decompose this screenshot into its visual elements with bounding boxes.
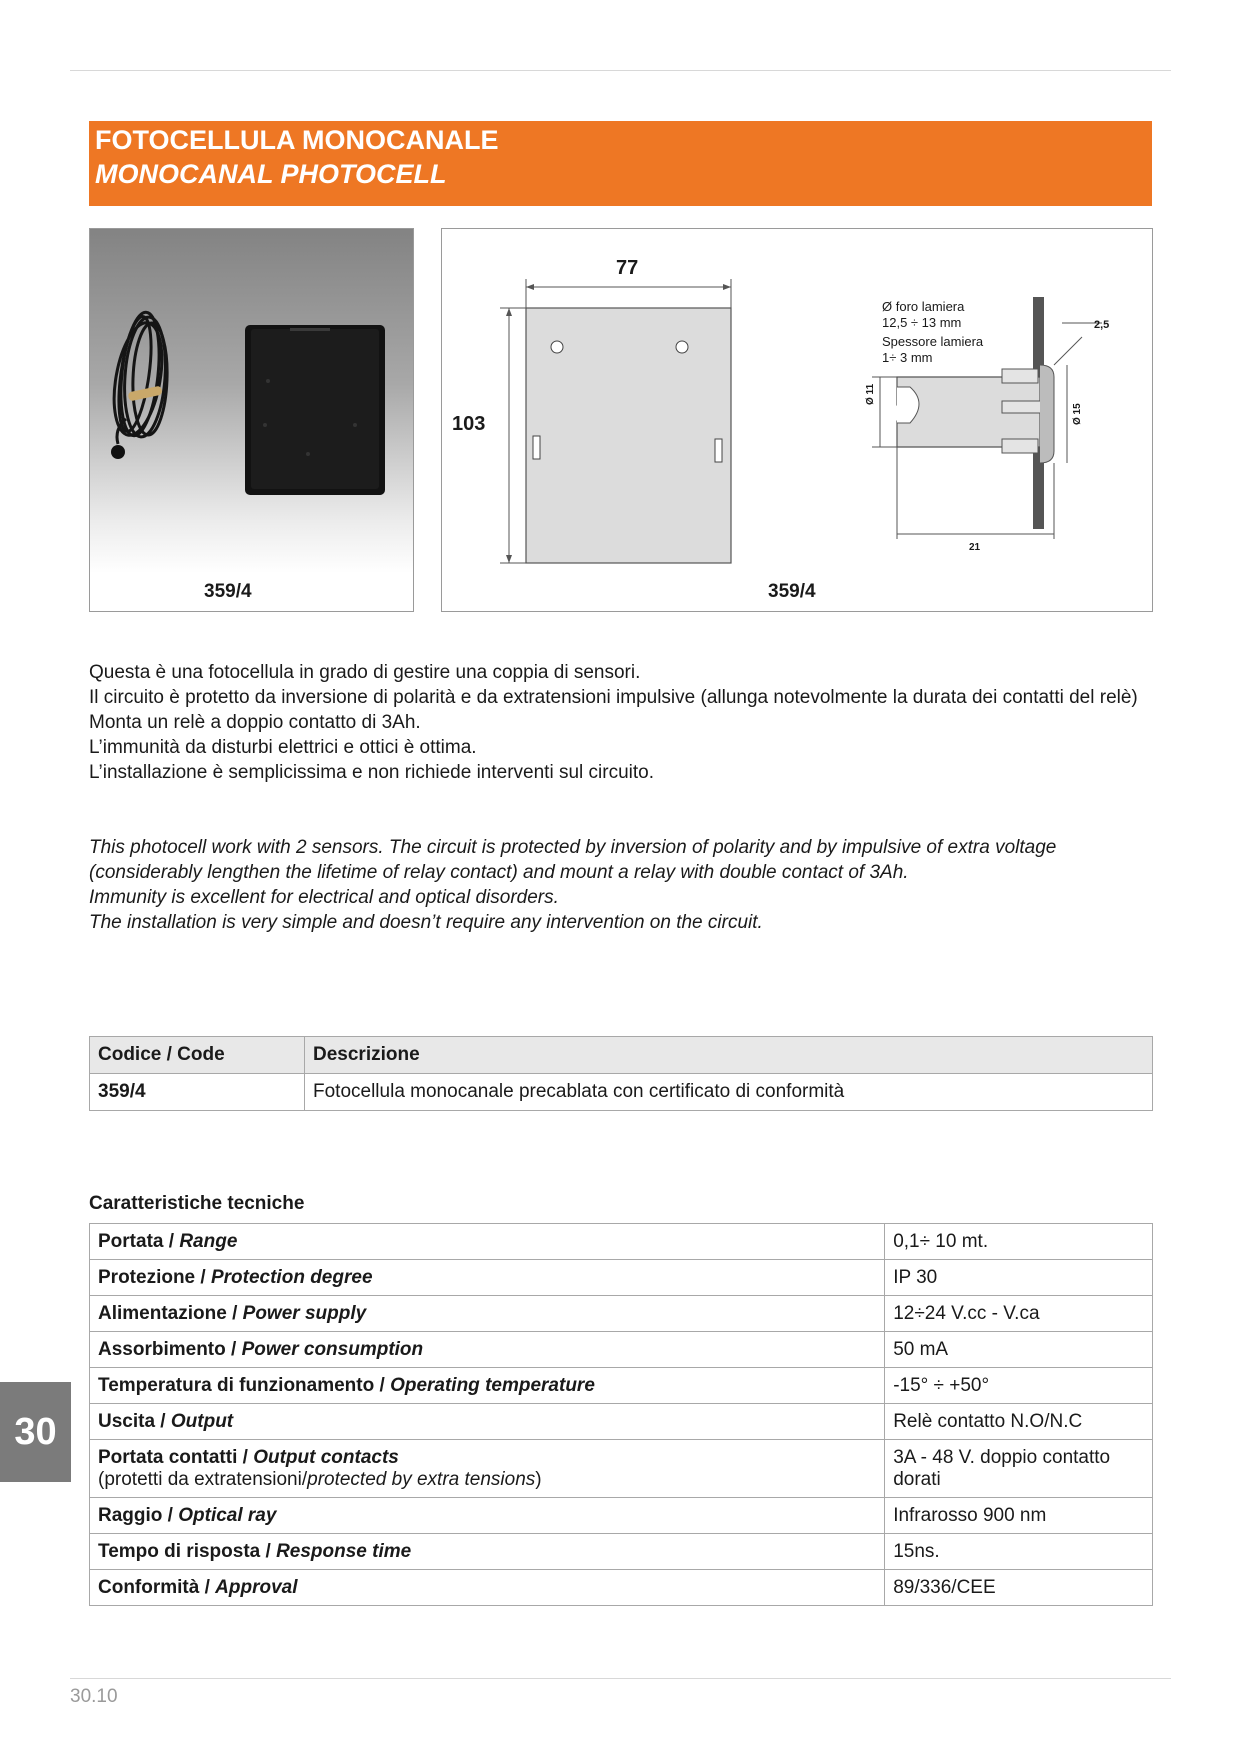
hole-note-3: Spessore lamiera [882, 334, 984, 349]
product-photo-illustration [90, 229, 413, 573]
dim-d15: Ø 15 [1072, 403, 1083, 425]
table-row [90, 1534, 1153, 1570]
row-code: 359/4 [90, 1074, 305, 1111]
desc-it-line: Monta un relè a doppio contatto di 3Ah. [89, 712, 421, 733]
spec-label: Tempo di risposta / Response time [90, 1534, 885, 1570]
row-description: Fotocellula monocanale precablata con certificato di conformità [305, 1074, 1153, 1111]
specs-heading: Caratteristiche tecniche [89, 1193, 305, 1214]
dim-d11: Ø 11 [865, 383, 876, 405]
table-row [90, 1440, 1153, 1498]
spec-value: -15° ÷ +50° [885, 1368, 1153, 1404]
title-italian: FOTOCELLULA MONOCANALE [95, 125, 499, 155]
dim-depth: 21 [969, 542, 981, 553]
drawing-caption: 359/4 [768, 581, 816, 602]
spec-label: Uscita / Output [90, 1404, 885, 1440]
specs-table [89, 1223, 1153, 1606]
spec-value: Infrarosso 900 nm [885, 1498, 1153, 1534]
table-row [90, 1296, 1153, 1332]
hole-note-1: Ø foro lamiera [882, 299, 965, 314]
top-rule [70, 70, 1171, 71]
desc-en-line: The installation is very simple and doesn’t require any intervention on the circuit. [89, 912, 763, 933]
technical-drawing-box [441, 228, 1153, 612]
dim-height: 103 [452, 413, 486, 435]
spec-label: Temperatura di funzionamento / Operating temperature [90, 1368, 885, 1404]
hole-note-2: 12,5 ÷ 13 mm [882, 315, 962, 330]
spec-label: Alimentazione / Power supply [90, 1296, 885, 1332]
table-row [90, 1074, 1153, 1111]
title-bar [89, 121, 1152, 206]
desc-en-line: This photocell work with 2 sensors. The circuit is protected by inversion of polarity and by impulsive of extra voltage (considerably lengthen the lifetime of relay contact) and mount a relay with double contact of 3Ah. [89, 837, 1057, 883]
bottom-rule [70, 1678, 1171, 1679]
desc-it-line: Il circuito è protetto da inversione di polarità e da extratensioni impulsive (allunga notevolmente la durata dei contatti del relè) [89, 687, 1138, 708]
table-row [90, 1498, 1153, 1534]
spec-value: 89/336/CEE [885, 1570, 1153, 1606]
spec-label: Protezione / Protection degree [90, 1260, 885, 1296]
code-table [89, 1036, 1153, 1111]
spec-value: 12÷24 V.cc - V.ca [885, 1296, 1153, 1332]
table-row [90, 1224, 1153, 1260]
spec-value: Relè contatto N.O/N.C [885, 1404, 1153, 1440]
desc-it-line: Questa è una fotocellula in grado di gestire una coppia di sensori. [89, 662, 641, 683]
desc-en-line: Immunity is excellent for electrical and optical disorders. [89, 887, 559, 908]
spec-label: Portata / Range [90, 1224, 885, 1260]
desc-it-line: L’immunità da disturbi elettrici e ottici è ottima. [89, 737, 477, 758]
spec-label: Raggio / Optical ray [90, 1498, 885, 1534]
dim-width: 77 [616, 257, 639, 279]
spec-label: Portata contatti / Output contacts (protetti da extratensioni/protected by extra tensions) [90, 1440, 885, 1498]
title-english: MONOCANAL PHOTOCELL [95, 159, 447, 189]
table-row [90, 1332, 1153, 1368]
header-description: Descrizione [305, 1037, 1153, 1074]
section-tab: 30 [0, 1382, 71, 1482]
page-number: 30.10 [70, 1686, 118, 1707]
cable-coil [106, 310, 169, 438]
code-table-header [90, 1037, 1153, 1074]
spec-value: 3A - 48 V. doppio contatto dorati [885, 1440, 1153, 1498]
spec-value: 0,1÷ 10 mt. [885, 1224, 1153, 1260]
product-photo-box [89, 228, 414, 612]
description-english [89, 835, 1129, 935]
spec-label: Assorbimento / Power consumption [90, 1332, 885, 1368]
photo-caption: 359/4 [204, 581, 252, 602]
table-row [90, 1260, 1153, 1296]
product-photo [90, 229, 413, 573]
table-row [90, 1404, 1153, 1440]
table-row [90, 1368, 1153, 1404]
technical-drawing [442, 229, 1152, 573]
header-code: Codice / Code [90, 1037, 305, 1074]
spec-value: 50 mA [885, 1332, 1153, 1368]
spec-value: IP 30 [885, 1260, 1153, 1296]
hole-note-4: 1÷ 3 mm [882, 350, 933, 365]
spec-value: 15ns. [885, 1534, 1153, 1570]
table-row [90, 1570, 1153, 1606]
dim-thickness: 2,5 [1094, 319, 1110, 331]
description-italian [89, 660, 1153, 785]
spec-label: Conformità / Approval [90, 1570, 885, 1606]
desc-it-line: L’installazione è semplicissima e non richiede interventi sul circuito. [89, 762, 654, 783]
